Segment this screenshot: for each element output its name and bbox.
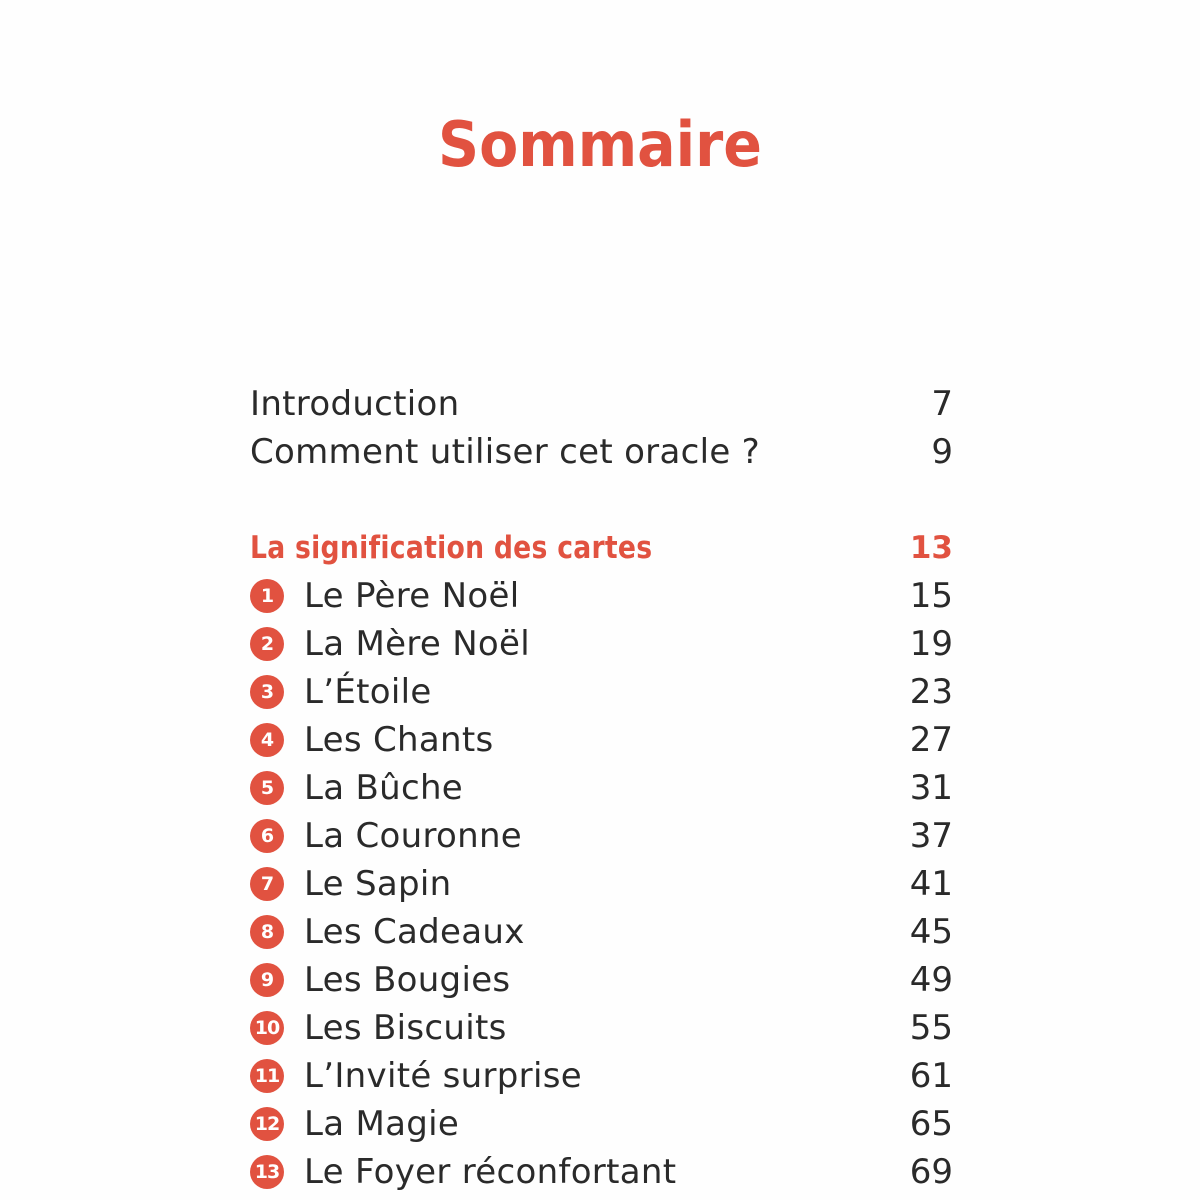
toc-card-entry[interactable] [250, 572, 953, 620]
toc-entry-introduction[interactable] [250, 380, 953, 428]
toc-entry-page: 61 [909, 1056, 953, 1096]
spacer [250, 476, 953, 524]
toc-entry-page: 19 [909, 624, 953, 664]
toc-entry-page: 9 [931, 432, 953, 472]
toc-entry-page: 45 [909, 912, 953, 952]
toc-entry-page: 7 [931, 384, 953, 424]
toc-card-entry[interactable] [250, 716, 953, 764]
toc-card-entry[interactable] [250, 1148, 953, 1196]
toc-entry-page: 69 [909, 1152, 953, 1192]
toc-card-entry[interactable] [250, 1004, 953, 1052]
toc-entry-label: La Mère Noël [304, 624, 530, 664]
toc-entry-label: L’Invité surprise [304, 1056, 582, 1096]
toc-card-entry[interactable] [250, 1052, 953, 1100]
toc-entry-label: La Magie [304, 1104, 460, 1144]
toc-card-entry[interactable] [250, 908, 953, 956]
number-badge-icon: 7 [250, 867, 284, 901]
number-badge-icon: 6 [250, 819, 284, 853]
page-title: Sommaire [437, 108, 762, 181]
toc-entry-page: 49 [909, 960, 953, 1000]
toc-entry-label: L’Étoile [304, 672, 432, 712]
toc-card-entry[interactable] [250, 668, 953, 716]
toc-entry-label: Les Bougies [304, 960, 511, 1000]
toc-card-entry[interactable] [250, 860, 953, 908]
toc-card-entry[interactable] [250, 764, 953, 812]
section-label: La signification des cartes [250, 530, 653, 566]
toc-card-entry[interactable] [250, 956, 953, 1004]
number-badge-icon: 10 [250, 1011, 284, 1045]
toc-card-entry[interactable] [250, 1100, 953, 1148]
toc-card-entry[interactable] [250, 812, 953, 860]
toc-entry-label: Les Biscuits [304, 1008, 507, 1048]
number-badge-icon: 9 [250, 963, 284, 997]
toc-card-entry[interactable] [250, 620, 953, 668]
number-badge-icon: 4 [250, 723, 284, 757]
toc-entry-label: Le Père Noël [304, 576, 520, 616]
toc-entry-label: La Bûche [304, 768, 464, 808]
number-badge-icon: 2 [250, 627, 284, 661]
toc-entry-label: Introduction [250, 384, 460, 424]
toc-entry-page: 65 [909, 1104, 953, 1144]
toc-entry-label: Les Chants [304, 720, 494, 760]
number-badge-icon: 13 [250, 1155, 284, 1189]
number-badge-icon: 11 [250, 1059, 284, 1093]
number-badge-icon: 8 [250, 915, 284, 949]
toc-entry-page: 37 [909, 816, 953, 856]
number-badge-icon: 5 [250, 771, 284, 805]
number-badge-icon: 3 [250, 675, 284, 709]
toc-entry-how-to-use[interactable] [250, 428, 953, 476]
number-badge-icon: 1 [250, 579, 284, 613]
toc-entry-page: 15 [909, 576, 953, 616]
toc-entry-page: 31 [909, 768, 953, 808]
table-of-contents [250, 380, 953, 1196]
toc-entry-page: 55 [909, 1008, 953, 1048]
toc-entry-label: Le Foyer réconfortant [304, 1152, 677, 1192]
toc-entry-label: Le Sapin [304, 864, 452, 904]
section-page: 13 [909, 530, 953, 566]
toc-entry-page: 23 [909, 672, 953, 712]
toc-entry-label: Comment utiliser cet oracle ? [250, 432, 761, 472]
toc-entry-page: 41 [909, 864, 953, 904]
toc-section-heading[interactable] [250, 524, 953, 572]
number-badge-icon: 12 [250, 1107, 284, 1141]
toc-entry-label: Les Cadeaux [304, 912, 525, 952]
toc-entry-label: La Couronne [304, 816, 523, 856]
toc-entry-page: 27 [909, 720, 953, 760]
